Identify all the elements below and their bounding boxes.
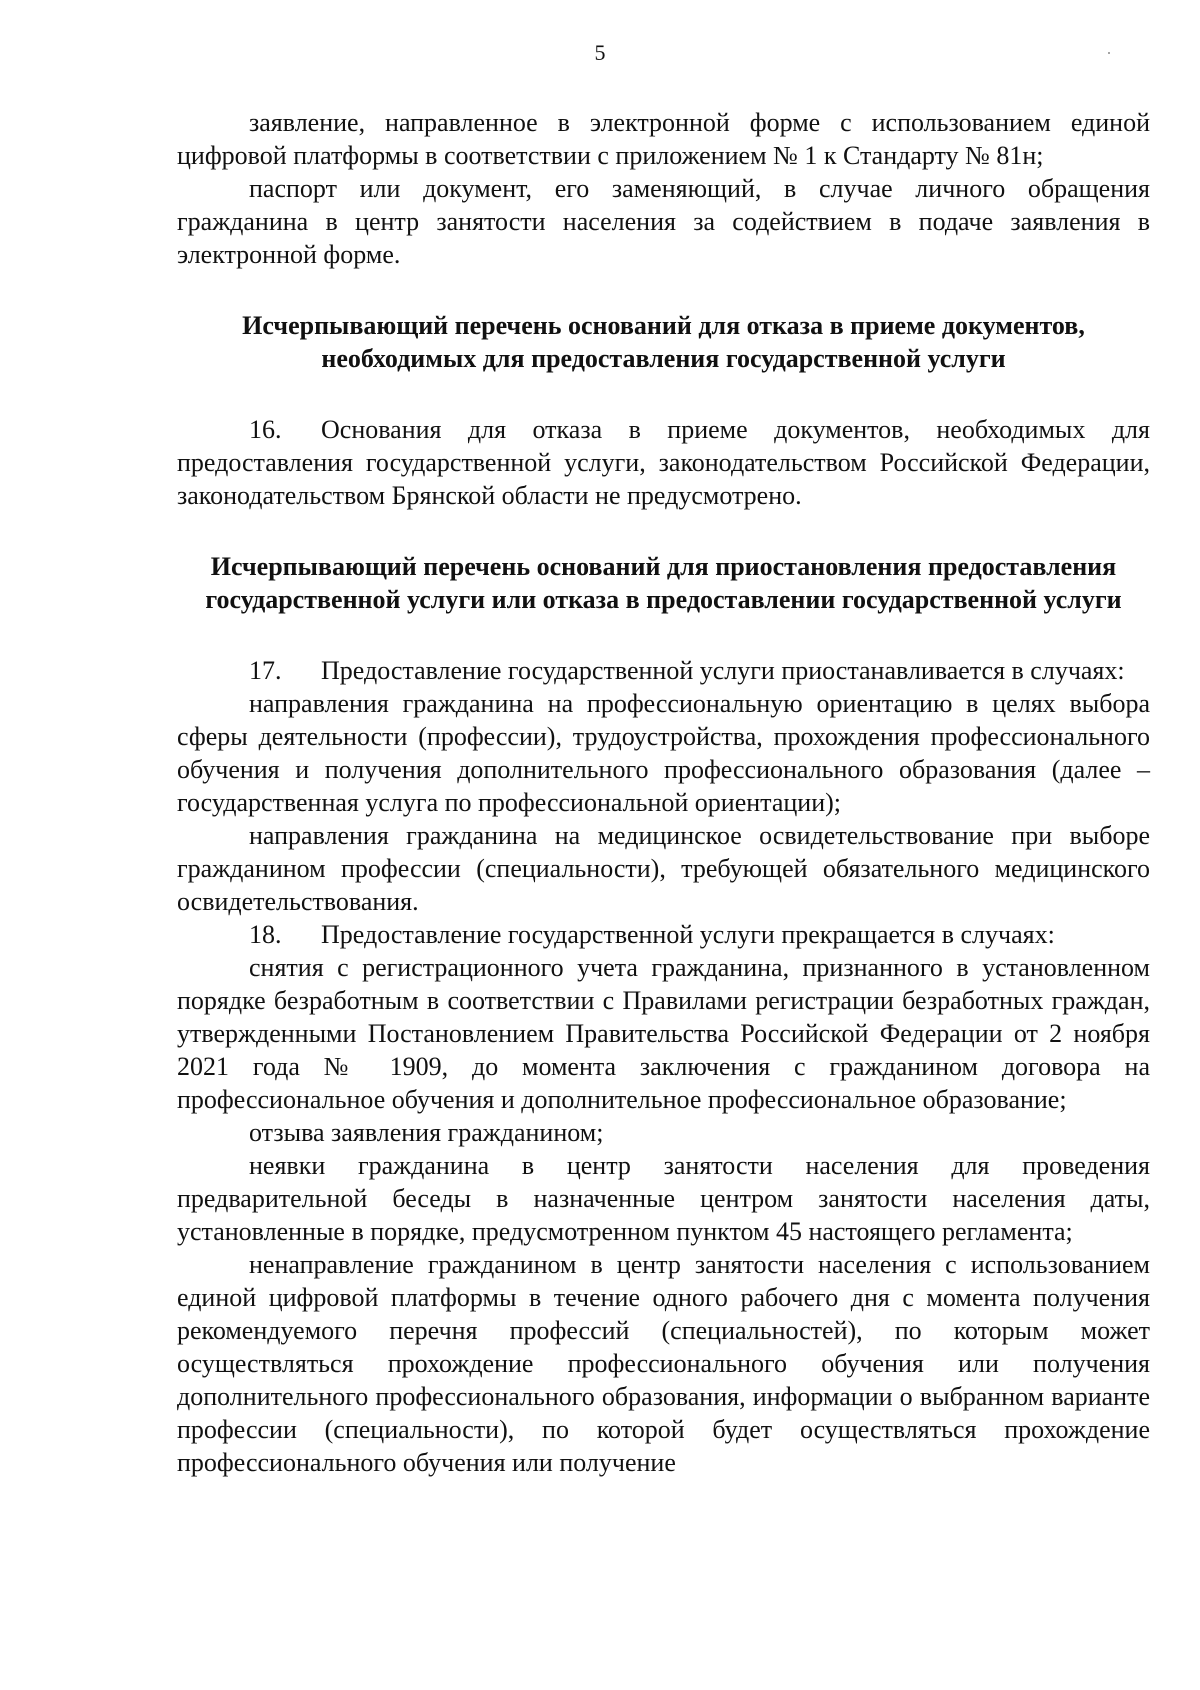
clause-18-item: ненаправление гражданином в центр занятости населения с использованием единой цифровой платформы в течение одного рабочего дня с момента получения рекомендуемого перечня профессий (специальностей), по которым может осуществляться прохождение профессионального обучения или получения дополнительного профессионального образования, информации о выбранном варианте профессии (специальности), по которой будет осуществляться прохождение профессионального обучения или получение xyxy=(177,1250,1150,1477)
clause-17 xyxy=(177,654,1150,687)
paragraph-application-form: заявление, направленное в электронной форме с использованием единой цифровой платформы в соответствии с приложением № 1 к Стандарту № 81н; xyxy=(177,108,1150,170)
clause-18-item: снятия с регистрационного учета гражданина, признанного в установленном порядке безработным в соответствии с Правилами регистрации безработных граждан, утвержденными Постановлением Правительства Российской Федерации от 2 ноября 2021 года № 1909, до момента заключения с гражданином договора на профессиональное обучения и дополнительное профессиональное образование; xyxy=(177,953,1150,1114)
clause-17-number: 17. xyxy=(249,656,282,685)
section-heading-suspension: Исчерпывающий перечень оснований для приостановления предоставления государственной услуги или отказа в предоставлении государственной услуги xyxy=(205,552,1122,614)
clause-18-number: 18. xyxy=(249,920,282,949)
clause-18-item: отзыва заявления гражданином; xyxy=(249,1118,604,1147)
clause-16-text: Основания для отказа в приеме документов, необходимых для предоставления государственной услуги, законодательством Российской Федерации, законодательством Брянской области не предусмотрено. xyxy=(177,415,1150,510)
clause-18 xyxy=(177,918,1150,951)
scan-speck xyxy=(1108,52,1110,54)
clause-17-text: Предоставление государственной услуги приостанавливается в случаях: xyxy=(321,656,1125,685)
clause-18-item: неявки гражданина в центр занятости населения для проведения предварительной беседы в назначенные центром занятости населения даты, установленные в порядке, предусмотренном пунктом 45 настоящего регламента; xyxy=(177,1151,1150,1246)
clause-16-number: 16. xyxy=(249,415,282,444)
clause-17-item: направления гражданина на медицинское освидетельствование при выборе гражданином профессии (специальности), требующей обязательного медицинского освидетельствования. xyxy=(177,821,1150,916)
page-number: 5 xyxy=(594,40,606,65)
clause-18-text: Предоставление государственной услуги прекращается в случаях: xyxy=(321,920,1055,949)
clause-16 xyxy=(177,413,1150,512)
document-body xyxy=(177,106,1150,1479)
section-heading-refusal-documents: Исчерпывающий перечень оснований для отказа в приеме документов, необходимых для предоставления государственной услуги xyxy=(242,311,1085,373)
paragraph-passport: паспорт или документ, его заменяющий, в случае личного обращения гражданина в центр занятости населения за содействием в подаче заявления в электронной форме. xyxy=(177,174,1150,269)
clause-17-item: направления гражданина на профессиональную ориентацию в целях выбора сферы деятельности (профессии), трудоустройства, прохождения профессионального обучения и получения дополнительного профессионального образования (далее – государственная услуга по профессиональной ориентации); xyxy=(177,689,1150,817)
